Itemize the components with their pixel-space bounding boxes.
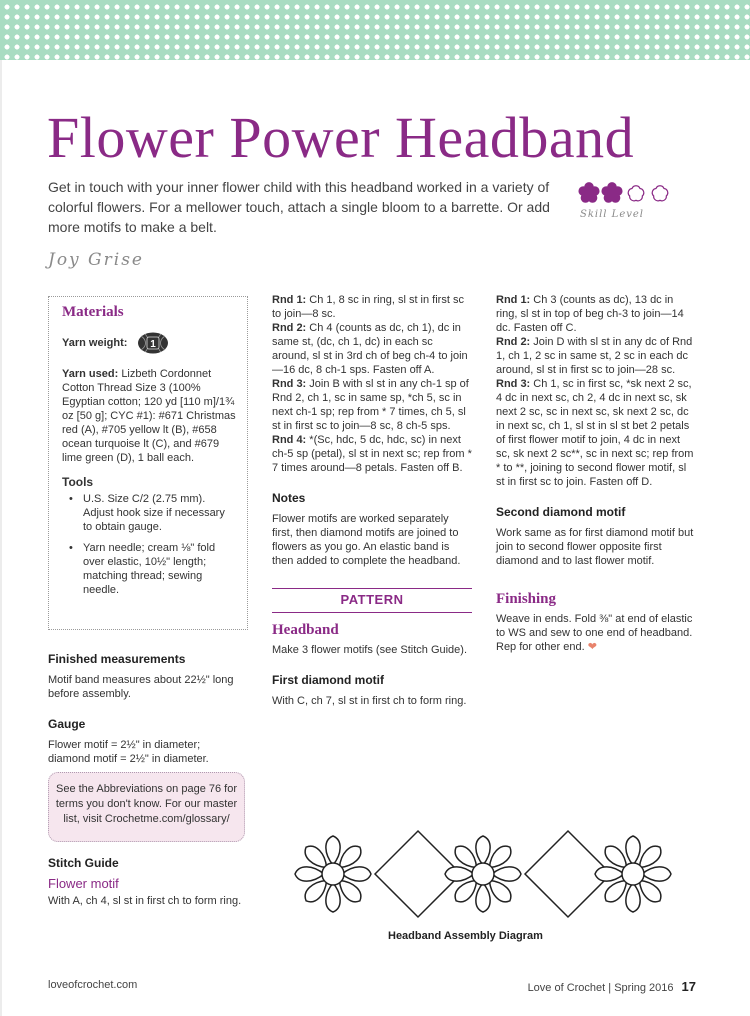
column-left <box>48 652 243 908</box>
finished-heading: Finished measurements <box>48 652 186 666</box>
footer-issue <box>528 979 696 994</box>
flower-motif-heading: Flower motif <box>48 876 119 891</box>
round-2 <box>272 321 472 377</box>
flower-motif-2 <box>445 836 521 912</box>
round-label: Rnd 2: <box>272 322 307 334</box>
second-diamond-text: Work same as for first diamond motif but join to second flower opposite first diamond and to last flower motif. <box>496 527 694 567</box>
yarn-skein-icon <box>137 331 169 355</box>
round-1 <box>496 293 696 335</box>
finishing-body: Weave in ends. Fold ⅜" at end of elastic to WS and sew to one end of headband. Rep for other end. <box>496 613 693 653</box>
author-signature: Joy Grise <box>48 250 144 270</box>
round-text: Ch 1, sc in first sc, *sk next 2 sc, 4 dc in next sc, ch 2, 4 dc in next sc, sk next 2 sc, sc in next sc, sk next 2 sc, dc in next sc, ch 1, sl st in sl st bet 2 petals of first flower motif to join, 4 dc in next sc, sk next 2 sc**, sc in next sc; rep from * to **, joining to second flower motif, sl st in first sc to join. Fasten off D. <box>496 378 694 488</box>
flower-motif-1 <box>295 836 371 912</box>
round-3 <box>496 377 696 489</box>
footer-issue-date: Spring 2016 <box>614 982 674 994</box>
yarn-weight-label: Yarn weight: <box>62 337 128 349</box>
column-right <box>496 293 696 654</box>
materials-box <box>48 296 248 630</box>
tools-list <box>59 492 237 597</box>
yarn-used-label: Yarn used: <box>62 368 119 380</box>
round-label: Rnd 3: <box>272 378 307 390</box>
stitch-guide-text: With A, ch 4, sl st in first ch to form ring. <box>48 895 242 907</box>
round-1 <box>272 293 472 321</box>
page-edge <box>0 60 2 1016</box>
yarn-weight-number: 1 <box>150 339 157 350</box>
tool-item: • Yarn needle; cream ⅛" fold over elastic, 10½" length; matching thread; sewing needle. <box>73 541 237 597</box>
second-diamond-heading: Second diamond motif <box>496 505 626 519</box>
page-title: Flower Power Headband <box>47 105 635 170</box>
yarn-weight-row <box>62 331 237 355</box>
gauge-heading: Gauge <box>48 717 86 731</box>
round-text: *(Sc, hdc, 5 dc, hdc, sc) in next ch-5 sp (petal), sl st in next sc; rep from * 7 times around—8 petals. Fasten off B. <box>272 434 472 474</box>
headband-assembly-diagram <box>288 826 718 926</box>
abbreviations-note: See the Abbreviations on page 76 for terms you don't know. For our master list, visit Crochetme.com/glossary/ <box>48 772 245 842</box>
intro-text: Get in touch with your inner flower child with this headband worked in a variety of colorful flowers. For a mellower touch, attach a single bloom to a barrette. Or add more motifs to make a belt. <box>48 179 550 235</box>
skill-level-flowers-icon <box>576 181 676 207</box>
page-number: 17 <box>681 979 696 994</box>
round-label: Rnd 3: <box>496 378 531 390</box>
yarn-used-text: Lizbeth Cordonnet Cotton Thread Size 3 (100% Egyptian cotton; 120 yd [110 m]/1¾ oz [50 g]; CYC #1): #671 Christmas red (A), #705 yellow lt (B), #658 ocean turquoise lt (C), and #679 lime green (D), 1 ball each. <box>62 368 236 464</box>
round-label: Rnd 1: <box>496 294 531 306</box>
round-4 <box>272 433 472 475</box>
round-label: Rnd 1: <box>272 294 307 306</box>
finishing-text <box>496 612 696 654</box>
tools-heading: Tools <box>62 475 94 489</box>
headband-heading: Headband <box>272 622 339 638</box>
flower-motif-3 <box>595 836 671 912</box>
finishing-heading: Finishing <box>496 591 557 607</box>
gauge-text: Flower motif = 2½" in diameter; diamond motif = 2½" in diameter. <box>48 739 209 765</box>
notes-text: Flower motifs are worked separately first, then diamond motifs are joined to flowers as you go. An elastic band is then added to complete the headband. <box>272 513 461 567</box>
diagram-caption: Headband Assembly Diagram <box>388 930 543 942</box>
footer-separator: | <box>605 982 615 994</box>
round-3 <box>272 377 472 433</box>
heart-icon: ❤ <box>587 641 597 653</box>
materials-heading: Materials <box>62 304 124 320</box>
round-text: Ch 1, 8 sc in ring, sl st in first sc to join—8 sc. <box>272 294 464 320</box>
tool-item: • U.S. Size C/2 (2.75 mm). Adjust hook size if necessary to obtain gauge. <box>73 492 237 534</box>
skill-level-label: Skill Level <box>580 209 645 220</box>
footer-site: loveofcrochet.com <box>48 979 138 991</box>
pattern-banner: PATTERN <box>272 588 472 613</box>
headband-text: Make 3 flower motifs (see Stitch Guide). <box>272 644 468 656</box>
round-2 <box>496 335 696 377</box>
stitch-guide-heading: Stitch Guide <box>48 856 119 870</box>
round-text: Join B with sl st in any ch-1 sp of Rnd 2, ch 1, sc in same sp, *ch 5, sc in next ch-1 sp; rep from * 7 times, ch 5, sl st in first sc to join—8 sc, 8 ch-5 sps. <box>272 378 469 432</box>
first-diamond-heading: First diamond motif <box>272 673 384 687</box>
round-label: Rnd 2: <box>496 336 531 348</box>
round-text: Ch 4 (counts as dc, ch 1), dc in same st, (dc, ch 1, dc) in each sc around, sl st in 3rd ch of beg ch-4 to join—16 dc, 8 ch-1 sps. Fasten off A. <box>272 322 468 376</box>
column-middle <box>272 293 472 708</box>
yarn-used <box>62 367 237 465</box>
first-diamond-text: With C, ch 7, sl st in first ch to form ring. <box>272 695 467 707</box>
round-text: Join D with sl st in any dc of Rnd 1, ch 1, 2 sc in same st, 2 sc in each dc around, sl st in first sc to join—28 sc. <box>496 336 693 376</box>
round-text: Ch 3 (counts as dc), 13 dc in ring, sl st in top of beg ch-3 to join—14 dc. Fasten off C. <box>496 294 684 334</box>
notes-heading: Notes <box>272 491 306 505</box>
skill-level <box>576 181 676 220</box>
footer-magazine: Love of Crochet <box>527 982 606 994</box>
polka-dot-banner <box>0 0 750 60</box>
round-label: Rnd 4: <box>272 434 307 446</box>
finished-text: Motif band measures about 22½" long before assembly. <box>48 674 234 700</box>
